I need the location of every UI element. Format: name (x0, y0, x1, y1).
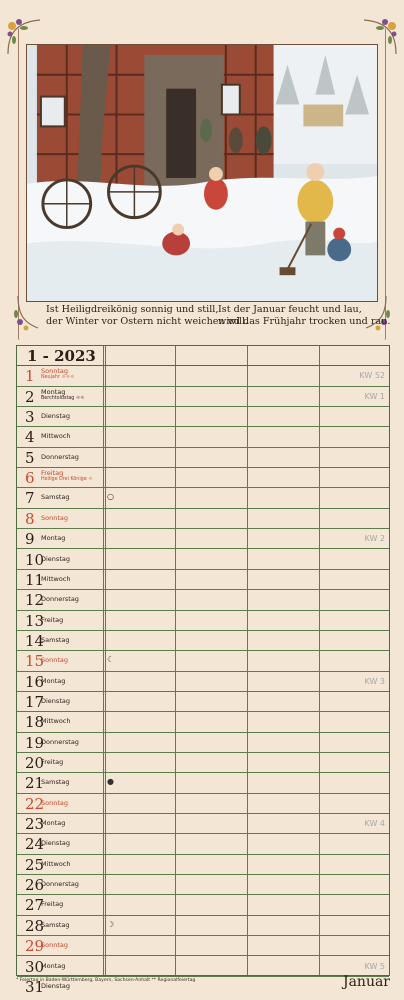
calendar-day-row[interactable] (17, 550, 389, 570)
day-name (41, 839, 70, 847)
day-number: 18 (25, 713, 45, 732)
proverb-line: der Winter vor Ostern nicht weichen will. (46, 316, 249, 327)
calendar-day-row[interactable] (17, 407, 389, 427)
calendar-day-row[interactable] (17, 448, 389, 468)
day-name (41, 453, 79, 461)
day-name (41, 389, 84, 402)
moon-phase-icon: ☽ (107, 919, 115, 929)
calendar-day-row[interactable] (17, 570, 389, 590)
calendar-day-row[interactable] (17, 855, 389, 875)
day-name (41, 982, 70, 990)
day-name (41, 900, 63, 908)
calendar-header-row (17, 346, 389, 366)
day-name-text: Montag (41, 819, 66, 828)
day-name-text: Freitag (41, 615, 64, 624)
calendar-day-row[interactable] (17, 814, 389, 834)
day-name (41, 595, 79, 603)
day-name-text: Montag (41, 534, 66, 543)
day-name-text: Samstag (41, 778, 70, 787)
calendar-day-row[interactable] (17, 427, 389, 447)
moon-phase-icon: ○ (107, 492, 114, 502)
day-name-text: Freitag (41, 900, 64, 909)
proverb-line: Ist Heiligdreikönig sonnig und still, (46, 304, 219, 315)
proverb-left (46, 304, 249, 328)
day-name (41, 819, 65, 827)
day-name-text: Samstag (41, 920, 70, 929)
calendar-day-row[interactable] (17, 590, 389, 610)
day-name-text: Mittwoch (41, 432, 71, 441)
day-number: 11 (25, 570, 45, 589)
day-number: 21 (25, 774, 45, 793)
calendar-day-row[interactable] (17, 794, 389, 814)
day-number: 17 (25, 692, 45, 711)
day-name (41, 636, 70, 644)
moon-phase-icon: ● (107, 777, 114, 787)
calendar-day-row[interactable] (17, 753, 389, 773)
day-name (41, 470, 92, 483)
day-name-text: Dienstag (41, 412, 70, 421)
day-name-text: Dienstag (41, 554, 70, 563)
day-number: 5 (25, 448, 35, 467)
calendar-day-row[interactable] (17, 488, 389, 508)
calendar-day-row[interactable] (17, 529, 389, 549)
holiday-note: Berchtoldstag ☼☼ (41, 395, 85, 401)
day-number: 23 (25, 815, 45, 834)
day-name (41, 368, 74, 381)
day-name-text: Freitag (41, 469, 64, 478)
day-name (41, 697, 70, 705)
day-number: 7 (25, 489, 35, 508)
calendar-day-row[interactable] (17, 936, 389, 956)
winter-village-illustration (26, 44, 378, 302)
day-name (41, 493, 70, 501)
day-number: 14 (25, 631, 45, 650)
calendar-day-row[interactable] (17, 875, 389, 895)
proverb-line: wird das Frühjahr trocken und rau. (218, 316, 391, 327)
day-name-text: Montag (41, 387, 66, 396)
day-name-text: Dienstag (41, 981, 70, 990)
day-number: 1 (25, 367, 35, 386)
day-name-text: Sonntag (41, 367, 68, 376)
day-number: 4 (25, 428, 35, 447)
calendar-day-row[interactable] (17, 672, 389, 692)
day-name-text: Dienstag (41, 696, 70, 705)
day-number: 28 (25, 916, 45, 935)
day-name (41, 941, 68, 949)
day-number: 2 (25, 387, 35, 406)
calendar-week-label: KW 2 (364, 534, 385, 544)
day-name-text: Donnerstag (41, 452, 79, 461)
day-number: 30 (25, 957, 45, 976)
day-name (41, 656, 68, 664)
calendar-week-label: KW 1 (364, 391, 385, 401)
day-number: 20 (25, 754, 45, 772)
day-name-text: Montag (41, 961, 66, 970)
calendar-day-row[interactable] (17, 692, 389, 712)
day-name-text: Freitag (41, 758, 64, 766)
day-name-text: Montag (41, 676, 66, 685)
day-name-text: Samstag (41, 493, 70, 502)
day-name-text: Sonntag (41, 798, 68, 807)
day-number: 31 (25, 977, 45, 996)
calendar-week-label: KW 52 (359, 371, 385, 381)
weather-proverbs (46, 304, 391, 336)
day-name (41, 799, 68, 807)
day-number: 16 (25, 672, 45, 691)
calendar-week-label: KW 4 (364, 819, 385, 829)
day-name (41, 412, 70, 420)
day-name-text: Donnerstag (41, 595, 79, 604)
day-name-text: Donnerstag (41, 880, 79, 889)
calendar-day-row[interactable] (17, 834, 389, 854)
day-number: 27 (25, 896, 45, 915)
calendar-day-row[interactable] (17, 957, 389, 977)
day-number: 22 (25, 794, 45, 813)
calendar-week-label: KW 5 (364, 961, 385, 971)
calendar-day-row[interactable] (17, 651, 389, 671)
proverb-line: Ist der Januar feucht und lau, (218, 304, 362, 315)
calendar-week-label: KW 3 (364, 676, 385, 686)
holiday-note: Heilige Drei Könige ☼ (41, 477, 93, 483)
day-number: 24 (25, 835, 45, 854)
calendar-day-row[interactable] (17, 733, 389, 753)
day-number: 8 (25, 509, 35, 528)
day-name (41, 962, 65, 970)
day-name-text: Donnerstag (41, 737, 79, 746)
calendar-day-row[interactable] (17, 895, 389, 915)
calendar-day-row[interactable] (17, 468, 389, 488)
day-number: 13 (25, 611, 45, 630)
day-name (41, 880, 79, 888)
day-number: 10 (25, 550, 45, 569)
day-number: 29 (25, 937, 45, 956)
calendar-day-row[interactable] (17, 366, 389, 386)
day-name-text: Samstag (41, 635, 70, 644)
day-name-text: Sonntag (41, 941, 68, 950)
day-name (41, 432, 71, 440)
proverb-right (218, 304, 391, 328)
day-name (41, 534, 65, 542)
calendar-day-row[interactable] (17, 611, 389, 631)
calendar-day-row[interactable] (17, 916, 389, 936)
holiday-footnote: * Feiertag in Baden-Württemberg, Bayern, Sachsen-Anhalt ** Regionalfeiertag (16, 978, 196, 983)
month-label: 1 - 2023 (27, 347, 96, 365)
day-number: 19 (25, 733, 45, 752)
day-name-text: Mittwoch (41, 717, 71, 726)
day-name (41, 575, 71, 583)
day-name-text: Sonntag (41, 513, 68, 522)
calendar-day-row[interactable] (17, 631, 389, 651)
day-name (41, 860, 71, 868)
day-name (41, 778, 70, 786)
day-name-text: Mittwoch (41, 574, 71, 583)
day-number: 3 (25, 408, 35, 427)
day-number: 12 (25, 591, 45, 610)
day-name (41, 717, 71, 725)
day-name (41, 616, 63, 624)
day-name (41, 738, 79, 746)
holiday-note: Neujahr ☼☼☼ (41, 375, 75, 381)
day-number: 6 (25, 469, 35, 488)
day-name-text: Mittwoch (41, 859, 71, 868)
day-name (41, 555, 70, 563)
calendar-day-row[interactable] (17, 773, 389, 793)
day-name-text: Sonntag (41, 656, 68, 665)
day-name-text: Dienstag (41, 839, 70, 848)
day-name (41, 921, 70, 929)
month-name: Januar (342, 974, 390, 990)
day-number: 26 (25, 876, 45, 895)
day-number: 25 (25, 855, 45, 874)
calendar-day-row[interactable] (17, 387, 389, 407)
moon-phase-icon: ☾ (107, 655, 115, 665)
day-name (41, 677, 65, 685)
day-number: 9 (25, 530, 35, 549)
day-name (41, 514, 68, 522)
calendar-day-row[interactable] (17, 509, 389, 529)
day-name (41, 758, 63, 766)
calendar-day-row[interactable] (17, 712, 389, 732)
day-number: 15 (25, 652, 45, 671)
